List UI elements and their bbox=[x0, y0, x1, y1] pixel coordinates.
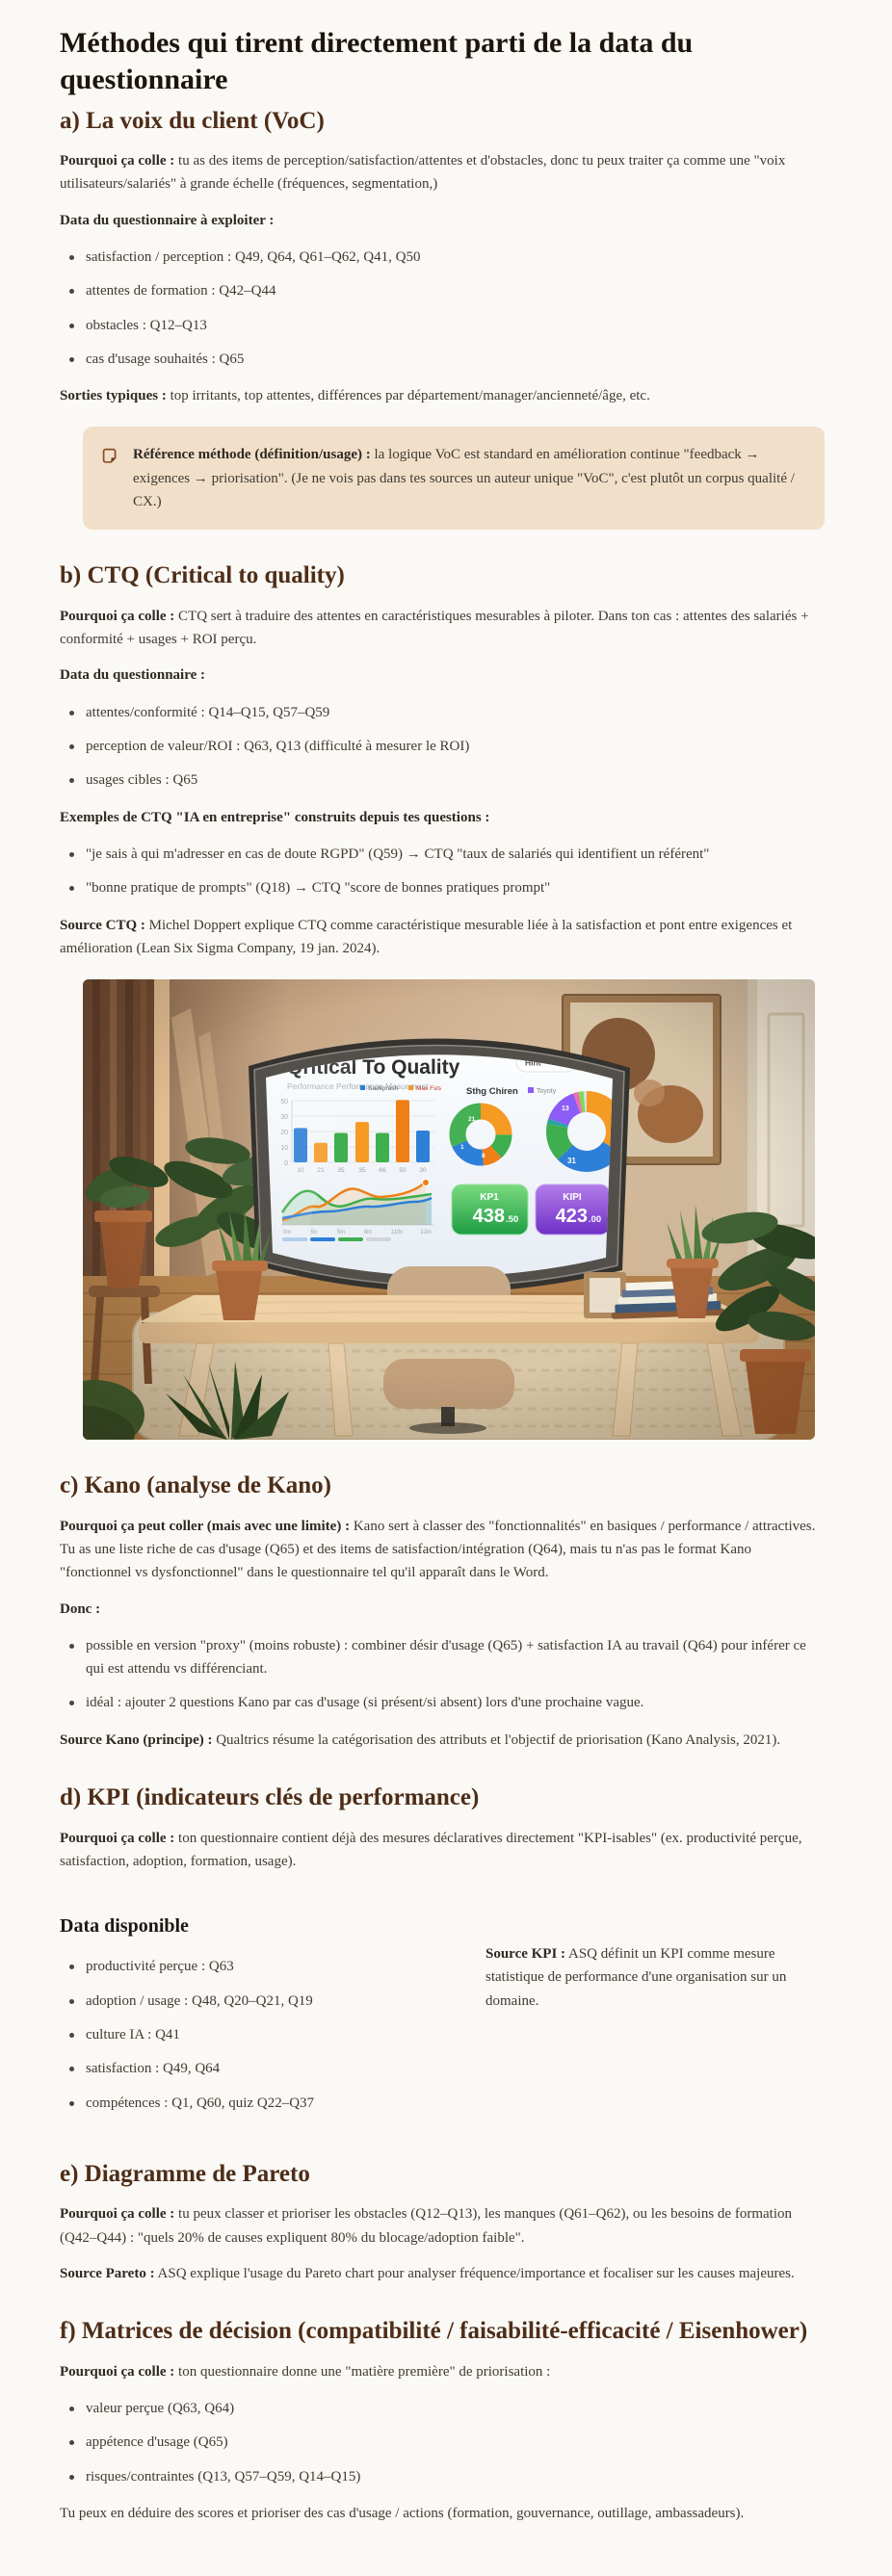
section-f-heading: f) Matrices de décision (compatibilité / faisabilité-efficacité / Eisenhower) bbox=[60, 2318, 808, 2345]
paragraph-lead: Donc : bbox=[60, 1600, 101, 1617]
paragraph-text: ASQ définit un KPI comme mesure statistique de performance d'une organisation sur un domaine. bbox=[485, 1946, 787, 2009]
list-item-text: culture IA : Q41 bbox=[86, 2027, 180, 2043]
paragraph-lead: Source Pareto : bbox=[60, 2266, 155, 2282]
list-item bbox=[60, 1634, 825, 1681]
paragraph-text: top irritants, top attentes, différences par département/manager/ancienneté/âge, etc. bbox=[166, 388, 650, 404]
list-item-text: perception de valeur/ROI : Q63, Q13 (difficulté à mesurer le ROI) bbox=[86, 739, 470, 755]
kpi-data-columns bbox=[60, 1886, 825, 2128]
paragraph bbox=[60, 1729, 825, 1752]
list-item-text: idéal : ajouter 2 questions Kano par cas d'usage (si présent/si absent) lors d'une prochaine vague. bbox=[86, 1695, 644, 1711]
paragraph bbox=[60, 605, 825, 652]
section-c-heading: c) Kano (analyse de Kano) bbox=[60, 1472, 331, 1499]
paragraph bbox=[60, 209, 825, 232]
paragraph bbox=[60, 384, 825, 407]
list-item bbox=[60, 701, 825, 724]
paragraph-lead: Pourquoi ça peut coller (mais avec une limite) : bbox=[60, 1518, 351, 1534]
paragraph bbox=[60, 2360, 825, 2383]
list-item-text: attentes/conformité : Q14–Q15, Q57–Q59 bbox=[86, 704, 330, 720]
paragraph-lead: Sorties typiques : bbox=[60, 388, 167, 404]
list-item bbox=[60, 1691, 825, 1714]
data-disponible-heading: Data disponible bbox=[60, 1915, 189, 1938]
list-item-text: "je sais à qui m'adresser en cas de doute RGPD" (Q59) → CTQ "taux de salariés qui identifient un référent" bbox=[86, 846, 710, 862]
list-item bbox=[60, 348, 825, 371]
paragraph bbox=[60, 806, 825, 829]
bullet-list bbox=[60, 843, 825, 900]
list-item-text: adoption / usage : Q48, Q20–Q21, Q19 bbox=[86, 1992, 313, 2009]
callout-text bbox=[133, 443, 800, 513]
list-item bbox=[60, 279, 825, 302]
paragraph-lead: Pourquoi ça colle : bbox=[60, 608, 175, 624]
callout-lead: Référence méthode (définition/usage) : bbox=[133, 447, 371, 463]
paragraph bbox=[485, 1942, 825, 2013]
section-e-heading: e) Diagramme de Pareto bbox=[60, 2160, 310, 2187]
paragraph-text: ASQ explique l'usage du Pareto chart pour analyser fréquence/importance et focaliser sur les causes majeures. bbox=[154, 2266, 795, 2282]
list-item-text: appétence d'usage (Q65) bbox=[86, 2434, 228, 2451]
paragraph-text: tu as des items de perception/satisfaction/attentes et d'obstacles, donc tu peux traiter ça comme une "voix utilisateurs/salariés" à grande échelle (fréquences, segmentation,) bbox=[60, 153, 786, 193]
paragraph bbox=[60, 914, 825, 961]
list-item bbox=[60, 2057, 460, 2080]
list-item-text: "bonne pratique de prompts" (Q18) → CTQ "score de bonnes pratiques prompt" bbox=[86, 880, 551, 897]
list-item-text: obstacles : Q12–Q13 bbox=[86, 317, 207, 333]
paragraph-lead: Source KPI : bbox=[485, 1946, 566, 1963]
paragraph-text: Kano sert à classer des "fonctionnalités" en basiques / performance / attractives. Tu as une liste riche de cas d'usage (Q65) et des items de satisfaction/intégration (Q64), mais tu n'as pas le format Kano "fonctionnel vs dysfonctionnel" dans le questionnaire tel qu'il apparaît dans le Word. bbox=[60, 1518, 816, 1581]
paragraph-lead: Data du questionnaire à exploiter : bbox=[60, 212, 275, 228]
paragraph-lead: Pourquoi ça colle : bbox=[60, 153, 175, 169]
list-item bbox=[60, 2431, 825, 2454]
callout-body: la logique VoC est standard en amélioration continue "feedback → exigences → priorisation". (Je ne vois pas dans tes sources un auteur unique "VoC", c'est plutôt un corpus qualité / CX.) bbox=[133, 447, 795, 510]
list-item bbox=[60, 2092, 460, 2115]
list-item-text: usages cibles : Q65 bbox=[86, 772, 198, 789]
list-item bbox=[60, 2465, 825, 2488]
list-item bbox=[60, 2023, 460, 2046]
list-item bbox=[60, 1955, 460, 1978]
bullet-list bbox=[60, 701, 825, 793]
list-item bbox=[60, 768, 825, 792]
paragraph-lead: Pourquoi ça colle : bbox=[60, 2206, 175, 2223]
list-item-text: satisfaction : Q49, Q64 bbox=[86, 2061, 221, 2077]
paragraph-text: Qualtrics résume la catégorisation des attributs et l'objectif de priorisation (Kano Analysis, 2021). bbox=[212, 1731, 781, 1748]
bullet-list bbox=[60, 2397, 825, 2488]
paragraph-lead: Data du questionnaire : bbox=[60, 667, 205, 684]
list-item bbox=[60, 314, 825, 337]
paragraph-text: tu peux classer et prioriser les obstacles (Q12–Q13), les manques (Q61–Q62), ou les besoins de formation (Q42–Q44) : "quels 20% de causes expliquent 80% du blocage/adoption faible". bbox=[60, 2206, 792, 2246]
kpi-source-column bbox=[485, 1886, 825, 2128]
paragraph-lead: Exemples de CTQ "IA en entreprise" construits depuis tes questions : bbox=[60, 809, 490, 825]
list-item-text: valeur perçue (Q63, Q64) bbox=[86, 2401, 235, 2417]
list-item bbox=[60, 876, 825, 899]
section-d-heading: d) KPI (indicateurs clés de performance) bbox=[60, 1784, 480, 1810]
list-item-text: satisfaction / perception : Q49, Q64, Q61–Q62, Q41, Q50 bbox=[86, 248, 421, 265]
bullet-list bbox=[60, 1955, 460, 2114]
note-icon bbox=[102, 447, 119, 472]
paragraph-lead: Source Kano (principe) : bbox=[60, 1731, 213, 1748]
paragraph bbox=[60, 1598, 825, 1621]
list-item-text: cas d'usage souhaités : Q65 bbox=[86, 351, 245, 367]
paragraph bbox=[60, 1515, 825, 1585]
bullet-list bbox=[60, 246, 825, 371]
paragraph-text: ton questionnaire contient déjà des mesures déclaratives directement "KPI-isables" (ex. productivité perçue, satisfaction, adoption, formation, usage). bbox=[60, 1830, 802, 1869]
ctq-dashboard-photo bbox=[83, 979, 815, 1440]
paragraph-lead: Pourquoi ça colle : bbox=[60, 1830, 175, 1846]
section-b-heading: b) CTQ (Critical to quality) bbox=[60, 562, 345, 589]
list-item bbox=[60, 843, 825, 866]
paragraph-text: CTQ sert à traduire des attentes en caractéristiques mesurables à piloter. Dans ton cas : attentes des salariés + conformité + usages + ROI perçu. bbox=[60, 608, 809, 648]
kpi-data-left-column bbox=[60, 1886, 460, 2128]
list-item bbox=[60, 246, 825, 269]
paragraph-text: Michel Doppert explique CTQ comme caractéristique mesurable liée à la satisfaction et pont entre exigences et amélioration (Lean Six Sigma Company, 19 jan. 2024). bbox=[60, 917, 793, 956]
paragraph-lead: Source CTQ : bbox=[60, 917, 145, 933]
paragraph-lead: Pourquoi ça colle : bbox=[60, 2363, 175, 2380]
list-item-text: risques/contraintes (Q13, Q57–Q59, Q14–Q15) bbox=[86, 2468, 361, 2485]
paragraph bbox=[60, 2502, 825, 2525]
list-item-text: compétences : Q1, Q60, quiz Q22–Q37 bbox=[86, 2095, 315, 2111]
paragraph bbox=[60, 1827, 825, 1874]
list-item bbox=[60, 735, 825, 758]
list-item-text: productivité perçue : Q63 bbox=[86, 1959, 234, 1975]
bullet-list bbox=[60, 1634, 825, 1715]
paragraph bbox=[60, 2262, 825, 2285]
section-a-heading: a) La voix du client (VoC) bbox=[60, 107, 325, 134]
list-item-text: possible en version "proxy" (moins robuste) : combiner désir d'usage (Q65) + satisfaction IA au travail (Q64) pour inférer ce qui est attendu vs différenciant. bbox=[86, 1637, 806, 1678]
paragraph bbox=[60, 664, 825, 687]
list-item-text: attentes de formation : Q42–Q44 bbox=[86, 283, 276, 299]
page-title: Méthodes qui tirent directement parti de la data du questionnaire bbox=[60, 27, 694, 95]
reference-callout bbox=[83, 427, 825, 530]
paragraph bbox=[60, 2202, 825, 2250]
paragraph-text: Tu peux en déduire des scores et prioriser des cas d'usage / actions (formation, gouvernance, outillage, ambassadeurs). bbox=[60, 2506, 745, 2522]
paragraph bbox=[60, 149, 825, 196]
paragraph-text: ton questionnaire donne une "matière première" de priorisation : bbox=[174, 2363, 551, 2380]
list-item bbox=[60, 1990, 460, 2013]
list-item bbox=[60, 2397, 825, 2420]
